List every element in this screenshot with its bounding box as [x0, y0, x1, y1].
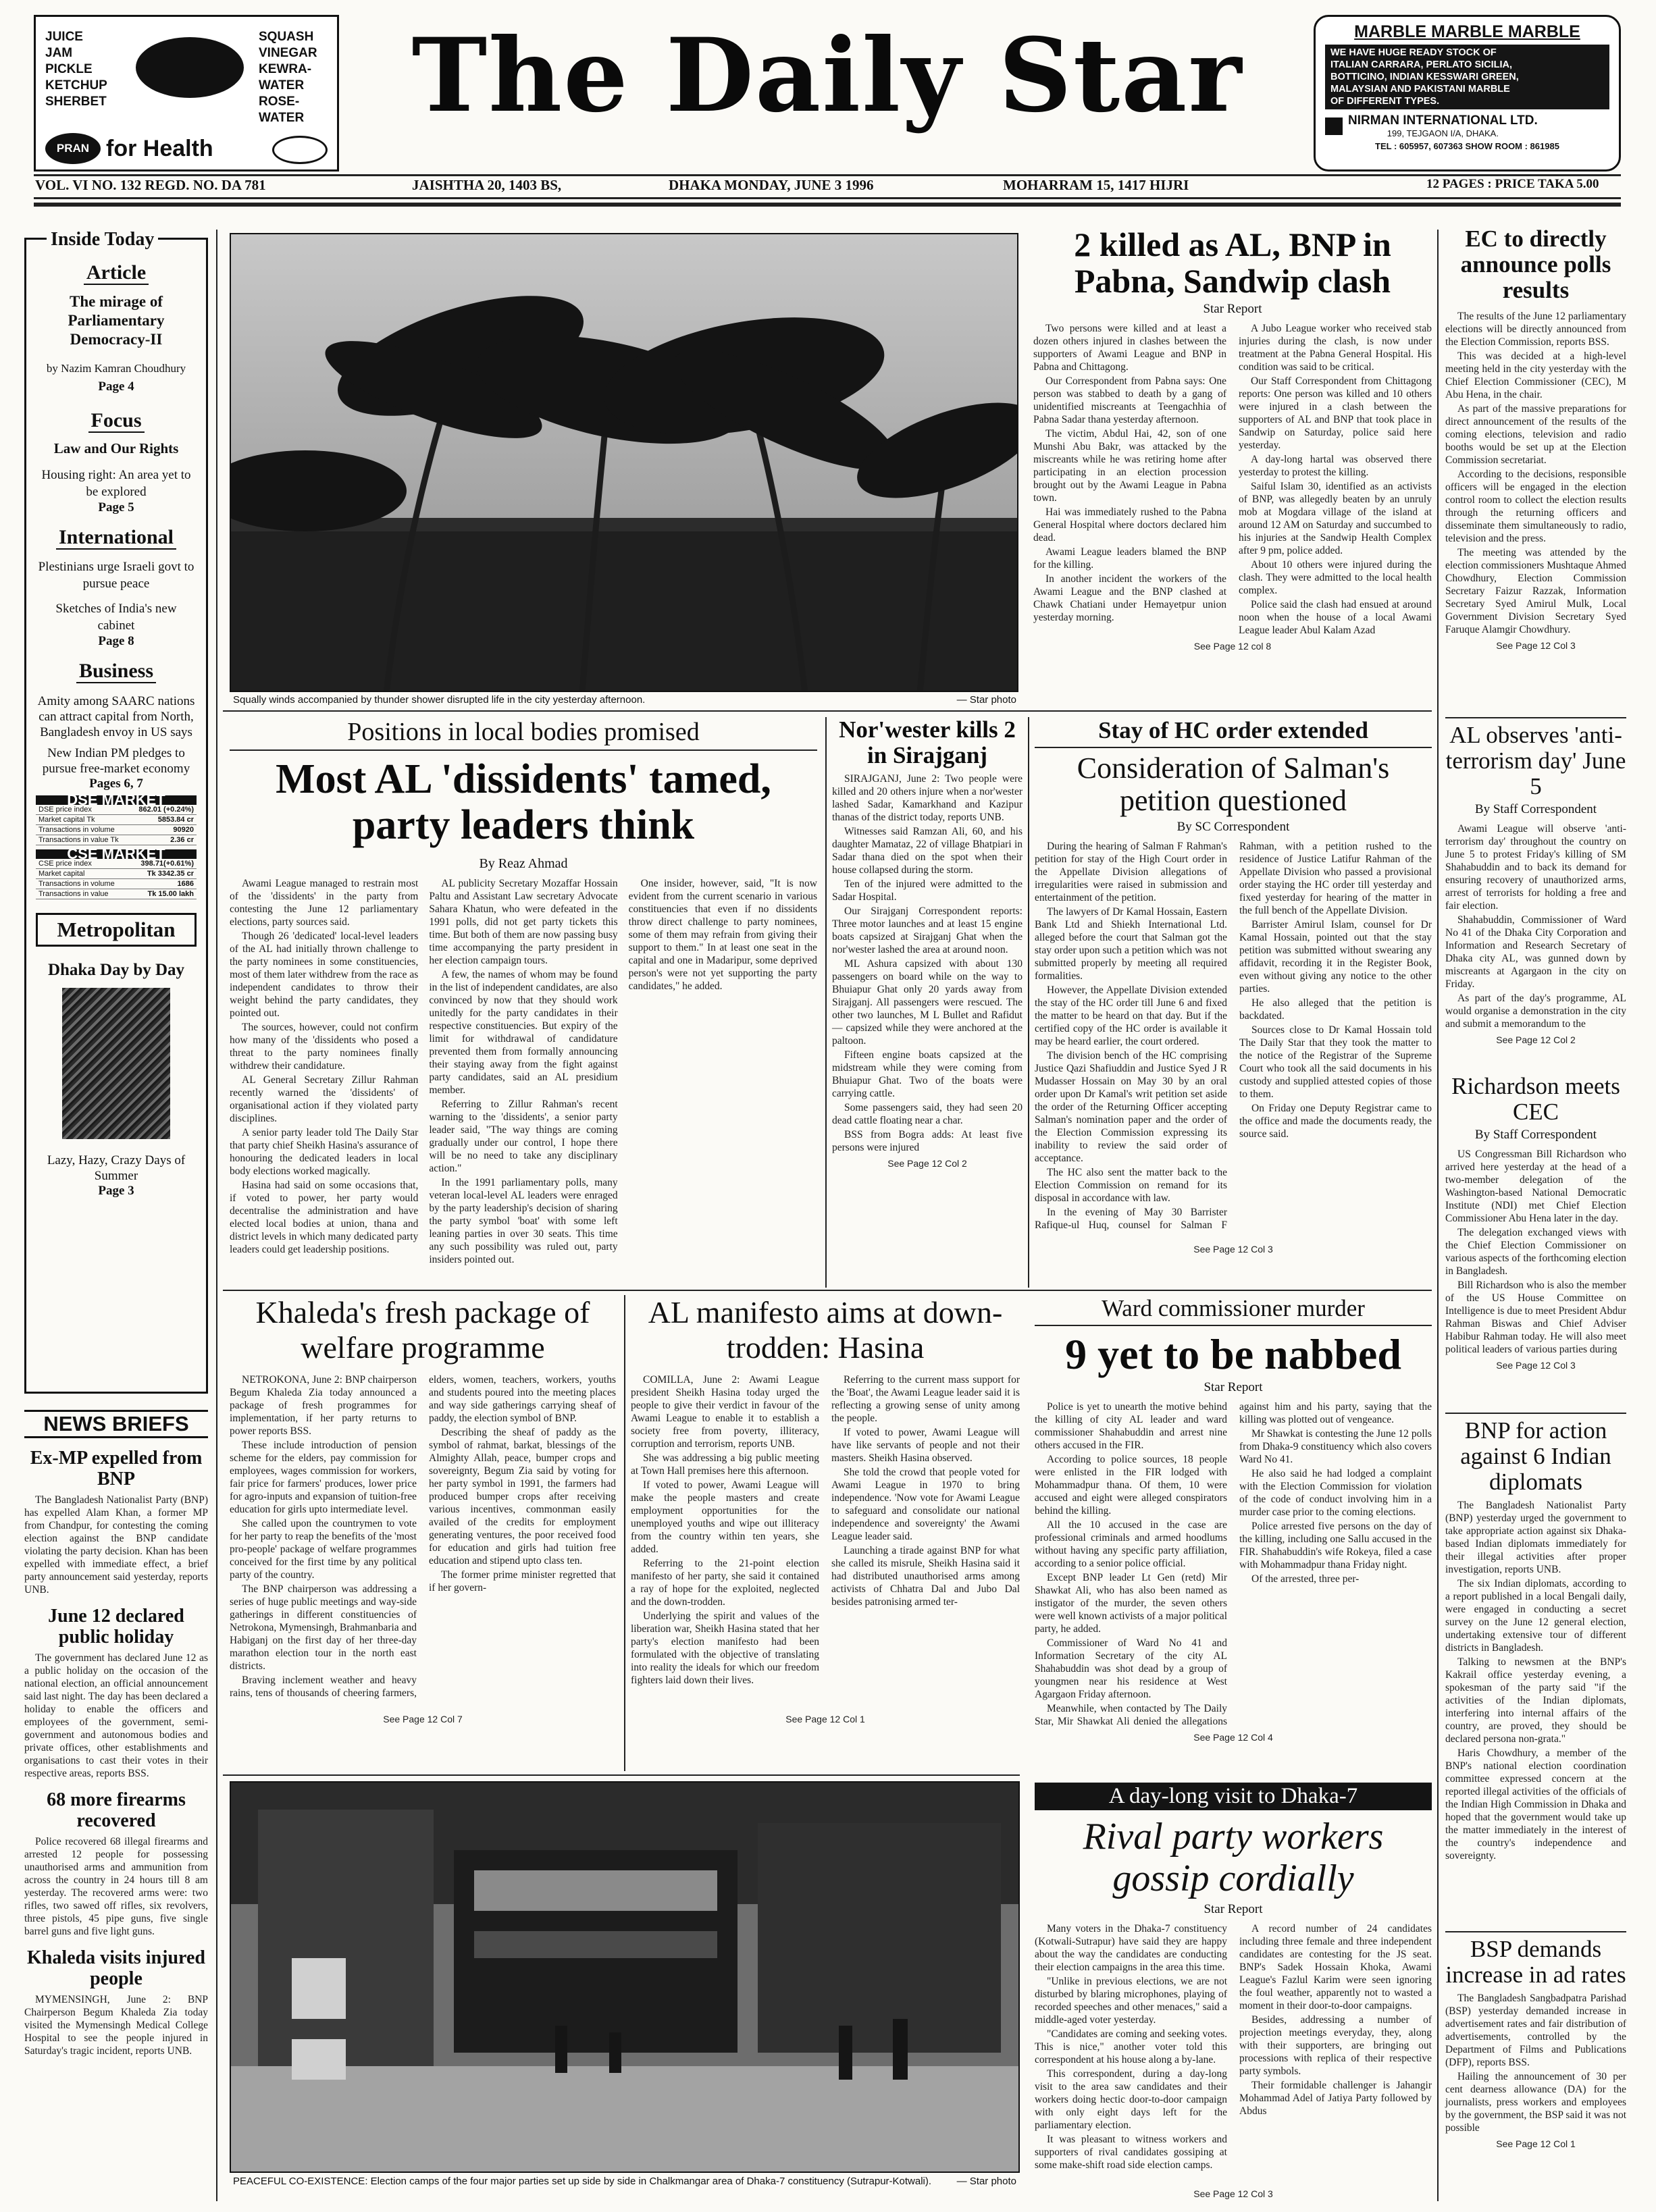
- story-ec: [1445, 226, 1626, 651]
- pran-item: SQUASH: [259, 30, 314, 44]
- story-body: SIRAJGANJ, June 2: Two people were killed and 20 others injure when a nor'wester lashed Sadar, Kamarkhand and Kazipur thanas of the district today, reports UNB. Witnesses said Ramzan Ali, 60, and his daughter Mamataz, 22 of village Bhatpiari in Sadar thana died on the spot when their house collapsed during the storm. Ten of the injured were admitted to the Sadar Hospital. Our Sirajganj Correspondent reports: Three motor launches and at least 15 engine boats capsized at Sirajganj Ghat when the nor'wester lashed the area at around noon. ML Ashura capsized with about 130 passengers on board while on the way to Bhuiapur Ghat only 20 yards away from Sirajganj. All passengers were rescued. The other two launches, M L Bullet and Rafidut — capsized while they were anchored at the paltoon. Fifteen engine boats capsized at the midstream while they were coming from Bhuiapur Ghat. Two of the boats were carrying cattle. Some passengers said, they had seen 20 dead cattle floating near a char. BSS from Bogra adds: At least five persons were injured: [832, 773, 1023, 1153]
- pran-item: ROSE-: [259, 95, 300, 109]
- story-body: The results of the June 12 parliamentary elections will be directly announced from the Election Commission, reports BSS. This was decided at a high-level meeting held in the city yesterday with the Chief Election Commissioner (CEC), M Abu Hena, in the chair. As part of the massive preparations for direct announcement of the results of the coming elections, television and radio booths would be set up at the Election Commission secretariat. According to the decisions, responsible officers will be engaged in the election control room to collect the election results through the returning officers and disseminate them simultaneously to radio, television and the press. The meeting was attended by the election commissioners Mushtaque Ahmed Chowdhury, Election Commission Secretary Faizur Razzak, Information Secretary Syed Amirul Mulk, Local Government Division Secretary Syed Faruque Alamgir Chowdhury.: [1445, 311, 1626, 635]
- story-body: The Bangladesh Sangbadpatra Parishad (BSP) yesterday demanded increase in advertisement rates and fair distribution of advertisements, controlled by the Department of Films and Publications (DFP), reports BSS. Hailing the announcement of 30 per cent dearness allowance (DA) for the journalists, press workers and employees by the government, the BSP said it was not possible: [1445, 1993, 1626, 2134]
- story-bnp-action: [1445, 1413, 1626, 1864]
- story-kicker: Ward commissioner murder: [1102, 1295, 1365, 1321]
- brief-headline[interactable]: June 12 declared public holiday: [48, 1606, 184, 1648]
- focus-page: Page 5: [98, 500, 134, 515]
- market-row: Transactions in volume 1686: [36, 879, 197, 889]
- business-page: Pages 6, 7: [89, 776, 143, 791]
- story-headline[interactable]: EC to directly announce polls results: [1460, 226, 1611, 303]
- story-rival: [1035, 1783, 1432, 2199]
- business-item[interactable]: New Indian PM pledges to pursue free-market economy: [42, 746, 190, 776]
- ad-company-row: [1325, 113, 1609, 138]
- metro-caption: Lazy, Hazy, Crazy Days of Summer: [47, 1153, 186, 1183]
- metro-page: Page 3: [98, 1184, 134, 1198]
- news-briefs-label: NEWS BRIEFS: [24, 1410, 208, 1438]
- brief-headline[interactable]: Ex-MP expelled from BNP: [30, 1448, 203, 1490]
- storm-photo-caption: [233, 694, 1016, 706]
- article-page: Page 4: [98, 379, 134, 394]
- continued-link[interactable]: See Page 12 Col 1: [785, 1714, 865, 1724]
- brief-text: The government has declared June 12 as a public holiday on the occasion of the national election, an official announcement said last night. The day has been declared a holiday to enable the officers and employees of the government, semi-government and autonomous bodies and private offices, other establishments and organisations to cast their votes in their respective areas, reports BSS.: [24, 1652, 208, 1779]
- ad-line: MALAYSIAN AND PAKISTANI MARBLE: [1330, 84, 1510, 95]
- nirman-logo-icon: [1325, 117, 1343, 135]
- market-row: DSE price index 862.01 (+0.24%): [36, 805, 197, 815]
- newspaper-title: The Daily Star: [411, 16, 1243, 135]
- section-metropolitan[interactable]: Metropolitan: [36, 913, 197, 947]
- continued-link[interactable]: See Page 12 Col 3: [1496, 640, 1576, 651]
- dse-market: [36, 791, 197, 845]
- pran-item: JUICE: [45, 30, 83, 44]
- bangla-date: JAISHTHA 20, 1403 BS,: [412, 177, 562, 193]
- pran-item: WATER: [259, 111, 305, 125]
- ad-phone: TEL : 605957, 607363 SHOW ROOM : 861985: [1375, 141, 1559, 151]
- ad-company: NIRMAN INTERNATIONAL LTD.: [1348, 113, 1538, 128]
- story-body: Awami League managed to restrain most of the 'dissidents' in the party from contesting the June 12 parliamentary elections, party sources said. Though 26 'dedicated' local-level leaders of the AL had initially thrown challenge to the party nominees in some constituencies, most of them later withdrew from the race as independent candidates to throw their weight behind the party candidates, they pointed out. The sources, however, could not confirm how many of the 'dissidents who posed a threat to the party nominees finally withdrew their candidature. AL General Secretary Zillur Rahman recently warned the 'dissidents' of organisational action if they violated party disciplines. A senior party leader told The Daily Star that party chief Sheikh Hasina's assurance of honouring the dedicated leaders in local body elections worked magically. Hasina had said on some occasions that, if voted to power, her party would decentralise the administration and have elected local bodies at union, thana and district levels in which many dedicated party leaders could get leadership positions. AL publicity Secretary Mozaffar Hossain Paltu and Assistant Law secretary Advocate Sahara Khatun, who were defeated in the 1991 polls, did not get party tickets this time. But both of them are now passing busy time accompanying the party president in her election campaign tours. A few, the names of whom may be found in the list of independent candidates, are also convinced by now that they should work unitedly for the party candidates in their respective constituencies. But expiry of the limit for withdrawal of candidature prevented them from formally announcing their staying away from the fight against party candidates, said an AL presidium member. Referring to Zillur Rahman's recent warning to the 'dissidents', a senior party leader said, "The way things are coming gradually under our control, I hope there will be no need to take any disciplinary action." In the 1991 parliamentary polls, many veteran local-level AL leaders were enraged by the party leadership's decision of sharing the party symbol 'boat' with some left leaning parties in over 30 seats. This time any such possibility was ruled out, party insiders pointed out. One insider, however, said, "It is now evident from the current scenario in various constituencies that even if no dissidents throw direct challenge to party nominees, some of them may refrain from giving their support to them." In at least one seat in the capital and one in Madaripur, some deprived person's were not yet supporting the party candidates," he added.: [230, 878, 817, 1265]
- story-byline: By SC Correspondent: [1176, 820, 1290, 834]
- market-row: Market capital Tk 3342.35 cr: [36, 869, 197, 879]
- marble-ad-body: [1325, 45, 1609, 109]
- pran-item: KEWRA-: [259, 62, 312, 76]
- story-body: COMILLA, June 2: Awami League president Sheikh Hasina today urged the people to give their verdict in favour of the Awami League to enable it to establish a society free from poverty, illiteracy, corruption and terrorism, reports UNB. She was addressing a big public meeting at Town Hall premises here this afternoon. If voted to power, Awami League will make the people masters and create employment opportunities for the unemployed youths and wipe out illiteracy from the country within ten years, she added. Referring to the 21-point election manifesto of her party, she said it contained a ray of hope for the exploited, neglected and the down-trodden. Underlying the spirit and values of the liberation war, Sheikh Hasina stated that her party's election manifesto had been formulated with the objective of translating into reality the ideals for which our freedom fighters laid down their lives. Referring to the current mass support for the 'Boat', the Awami League leader said it is reflecting a growing sense of unity among the people. If voted to power, Awami League will have like servants of people and not their masters. Sheikh Hasina observed. She told the crowd that people voted for Awami League in 1970 to bring independence. 'Now vote for Awami League to safeguard and consolidate our national independence and sovereignty' the Awami League leader said. Launching a tirade against BNP for what she called its misrule, Sheikh Hasina said it had distributed unauthorised arms among activists of Chhatra Dal and Jubo Dal besides patronising armed ter-: [631, 1374, 1020, 1686]
- business-item[interactable]: Amity among SAARC nations can attract capital from North, Bangladesh envoy in US says: [37, 694, 195, 739]
- election-camps-caption: [233, 2176, 1016, 2187]
- section-international[interactable]: International: [36, 526, 197, 549]
- focus-title[interactable]: Law and Our Rights: [53, 440, 179, 456]
- pran-products-left: [45, 29, 107, 110]
- section-business[interactable]: Business: [36, 660, 197, 683]
- issue-date: DHAKA MONDAY, JUNE 3 1996: [669, 177, 874, 193]
- story-headline[interactable]: Richardson meets CEC: [1451, 1073, 1620, 1125]
- story-headline[interactable]: BSP demands increase in ad rates: [1445, 1936, 1626, 1988]
- story-al-observes: [1445, 717, 1626, 1045]
- story-byline: By Staff Correspondent: [1474, 1128, 1597, 1142]
- pran-item: SHERBET: [45, 95, 107, 109]
- ad-line: ITALIAN CARRARA, PERLATO SICILIA,: [1330, 59, 1513, 70]
- section-article[interactable]: Article: [36, 261, 197, 284]
- story-body: During the hearing of Salman F Rahman's petition for stay of the High Court order in the Appellate Division allegations of irregularities were raised in submission and entertainment of the petition. The lawyers of Dr Kamal Hossain, Eastern Bank Ltd and Shiekh International Ltd. alleged before the court that Salman got the stay order upon such a petition which was not submitted properly by meeting all required formalities. However, the Appellate Division extended the stay of the HC order till June 6 and fixed the matter to be heard on that day. But if the certified copy of the HC order is available it may be heard earlier, the court ordered. The division bench of the HC comprising Justice Qazi Shafiuddin and Justice Syed J R Mudasser Hossain on May 30 by an oral order upon Dr Kamal's writ petition set aside the order of the Returning Officer accepting Salman's nomination paper and the order of the Election Commission expressing its inability to review the said order of acceptance. The HC also sent the matter back to the Election Commission on remand for its disposal in accordance with law. In the evening of May 30 Barrister Rafique-ul Huq, counsel for Salman F Rahman, with a petition rushed to the residence of Justice Latifur Rahman of the Appellate Division who passed a provisional order staying the HC order till yesterday and fixed yesterday for hearing of the matter in the full bench of the Appellate Division. Barrister Amirul Islam, counsel for Dr Kamal Hossain, pointed out that the stay petition was submitted without swearing any affidavit, recording it in the Register Book, even without giving any notice to the other parties. He also alleged that the petition is backdated. Sources close to Dr Kamal Hossain told The Daily Star that they took the matter to the notice of the Registrar of the Supreme Court who took all the said documents in his custody and supplied attested copies of those to them. On Friday one Deputy Registrar came to the office and made the documents ready, the source said.: [1035, 841, 1432, 1231]
- story-body: US Congressman Bill Richardson who arrived here yesterday at the head of a two-member delegation of the Washington-based National Democratic Institute (NDI) met Chief Election Commissioner Abu Hena later in the day. The delegation exchanged views with the Chief Election Commissioner on various aspects of the forthcoming election in Bangladesh. Bill Richardson who is also the member of the US House Committee on Intelligence is due to meet President Abdur Rahman Biswas and Chief Adviser Habibur Rahman today. He will also meet political leaders of various parties during: [1445, 1149, 1626, 1355]
- pran-products-right: [259, 29, 317, 126]
- metro-photo: [62, 988, 170, 1139]
- dse-market-title: DSE MARKET: [36, 795, 197, 805]
- price: 12 PAGES : PRICE TAKA 5.00: [1426, 177, 1599, 191]
- article-title[interactable]: The mirage of Parliamentary Democracy-II: [68, 293, 165, 348]
- focus-item[interactable]: Housing right: An area yet to be explored: [41, 468, 191, 499]
- story-headline[interactable]: Rival party workers gossip cordially: [1083, 1816, 1384, 1899]
- photo-credit: — Star photo: [956, 2176, 1016, 2187]
- pran-tagline: for Health: [106, 136, 213, 161]
- continued-link[interactable]: See Page 12 Col 2: [1496, 1034, 1576, 1045]
- continued-link[interactable]: See Page 12 Col 3: [1496, 1360, 1576, 1371]
- story-headline[interactable]: Nor'wester kills 2 in Sirajganj: [839, 716, 1016, 768]
- marble-ad-title: MARBLE MARBLE MARBLE: [1354, 22, 1580, 41]
- story-byline: By Staff Correspondent: [1474, 802, 1597, 816]
- market-row: CSE price index 398.71(+0.61%): [36, 859, 197, 869]
- caption-text: Squally winds accompanied by thunder shower disrupted life in the city yesterday afternoon.: [233, 694, 646, 706]
- brief-headline[interactable]: Khaleda visits injured people: [27, 1947, 205, 1989]
- international-page: Page 8: [98, 634, 134, 648]
- story-ward: [1035, 1295, 1432, 1743]
- story-headline[interactable]: Consideration of Salman's petition questioned: [1077, 752, 1390, 817]
- market-row: Transactions in value Tk 2.36 cr: [36, 835, 197, 845]
- story-kicker: Positions in local bodies promised: [347, 718, 700, 746]
- story-body: Two persons were killed and at least a dozen others injured in clashes between the supporters of Awami League and BNP in Pabna and Chittagong. Our Correspondent from Pabna says: One person was stabbed to death by a gang of unidentified miscreants at Teengachhia of Pabna Sadar thana yesterday afternoon. The victim, Abdul Hai, 42, son of one Munshi Abu Bakr, was attacked by the miscreants while he was retiring home after participating in an election procession brought out by the Awami League in Pabna town. Hai was immediately rushed to the Pabna General Hospital where doctors declared him dead. Awami League leaders blamed the BNP for the killing. In another incident the workers of the Awami League and the BNP clashed at Chawk Chatiani under Hemayetpur union yesterday morning. A Jubo League worker who received stab injuries during the clash, is now under treatment at the Pabna General Hospital. His condition was said to be critical. Our Staff Correspondent from Chittagong reports: One person was killed and 10 others were injured in a clash between the supporters of AL and BNP that took place in Sandwip on Saturday, police said here yesterday. A day-long hartal was observed there yesterday to protest the killing. Saiful Islam 30, identified as an activists of BNP, was allegedly beaten by an unruly mob at Mogdara village of the island at around 12 AM on Saturday and succumbed to his injuries at the Sandwip Health Complex after 9 pm, police added. About 10 others were injured during the clash. They were admitted to the local health complex. Police said the clash had ensued at around noon when the house of a local Awami League leader Abul Kalam Azad: [1033, 323, 1432, 636]
- story-body: The Bangladesh Nationalist Party (BNP) yesterday urged the government to take appropriate action against six Dhaka-based Indian diplomats immediately for their illegal activities after proper investigation, reports UNB. The six Indian diplomats, according to a report published in a local Bengali daily, were engaged in conducting a secret survey on the June 12 general election, undertaking extensive tour of different districts in Bangladesh. Talking to newsmen at the BNP's Kakrail office yesterday evening, a spokesman of the party said "if the activities of the Indian diplomats, interfering into internal affairs of the country, are proved, they should be declared persona non-grata." Haris Chowdhury, a member of the BNP's national election coordination committee expressed concern at the reported illegal activities of the officials of the Indian High Commission in Dhaka and hoped that the government would take up the matter immediately in the interest of the country's independence and sovereignty.: [1445, 1500, 1626, 1862]
- story-richardson: [1445, 1074, 1626, 1371]
- brief-text: The Bangladesh Nationalist Party (BNP) has expelled Alam Khan, a former MP from Chandpur, for contesting the coming election against the BNP candidate violating the party decision. Khan has been expelled with immediate effect, a brief party announcement said yesterday, reports UNB.: [24, 1494, 208, 1596]
- hijri-date: MOHARRAM 15, 1417 HIJRI: [1003, 177, 1189, 193]
- story-bsp: [1445, 1931, 1626, 2149]
- story-khaleda: [230, 1295, 616, 1724]
- pran-item: KETCHUP: [45, 78, 107, 93]
- pran-small-logo: PRAN: [45, 133, 101, 164]
- cse-market-title: CSE MARKET: [36, 849, 197, 859]
- story-headline[interactable]: BNP for action against 6 Indian diplomats: [1460, 1417, 1611, 1495]
- story-byline: Star Report: [1204, 1902, 1263, 1916]
- inside-today-box: [24, 229, 208, 1394]
- story-headline[interactable]: 9 yet to be nabbed: [1065, 1330, 1401, 1378]
- story-body: Police is yet to unearth the motive behind the killing of city AL leader and ward commissioner Shahabuddin and arrest nine others accused in the FIR. According to police sources, 18 people were enlisted in the FIR lodged with Mohammadpur thana. Of them, 10 were accused and eight were alleged conspirators behind the killing. All the 10 accused in the case are professional criminals and armed hoodlums without having any specific party affiliation, according to a senior police official. Except BNP leader Lt Gen (retd) Mir Shawkat Ali, who has also been named as instigator of the murder, the seven others were well known activists of a major political party, he added. Commissioner of Ward No 41 and Information Secretary of the city AL Shahabuddin was shot dead by a group of youngmen near his residence at West Agargaon Friday afternoon. Meanwhile, when contacted by The Daily Star, Mir Shawkat Ali denied the allegations against him and his party, saying that the killing was plotted out of vengeance. Mr Shawkat is contesting the June 12 polls from Dhaka-9 constituency which also covers Ward No 41. He also said he had lodged a complaint with the Election Commission for violation of the code of conduct involving him in a murder case prior to the coming elections. Police arrested five persons on the day of the killing, including one Sallu accused in the FIR. Shahabuddin's wife Rokeya, filed a case with Mohammadpur thana Friday night. Of the arrested, three per-: [1035, 1401, 1432, 1727]
- story-kicker: A day-long visit to Dhaka-7: [1035, 1783, 1432, 1810]
- pran-small-logo-right: [272, 136, 328, 164]
- ad-address: 199, TEJGAON I/A, DHAKA.: [1387, 128, 1499, 138]
- inside-today-label: Inside Today: [47, 229, 158, 251]
- story-byline: Star Report: [1203, 302, 1262, 316]
- international-item[interactable]: Plestinians urge Israeli govt to pursue peace: [38, 560, 195, 591]
- continued-link[interactable]: See Page 12 Col 2: [887, 1158, 967, 1169]
- pran-main-logo: [136, 37, 244, 98]
- story-body: Awami League will observe 'anti-terrorism day' throughout the country on June 5 to protest Friday's killing of SM Shahabuddin and to back its demand for ensuring recovery of unauthorized arms, arrest of terrorists for holding a free and fair election. Shahabuddin, Commissioner of Ward No 41 of the Dhaka City Corporation and Information and Research Secretary of Dhaka city AL, was gunned down by miscreants at Agargaon in the city on Friday. As part of the day's programme, AL would organise a demonstration in the city and submit a memorandum to the: [1445, 823, 1626, 1030]
- continued-link[interactable]: See Page 12 col 8: [1193, 641, 1272, 652]
- continued-link[interactable]: See Page 12 Col 4: [1193, 1732, 1273, 1743]
- photo-credit: — Star photo: [956, 694, 1016, 706]
- continued-link[interactable]: See Page 12 Col 1: [1496, 2138, 1576, 2149]
- pran-item: PICKLE: [45, 62, 93, 76]
- ad-line: WE HAVE HUGE READY STOCK OF: [1330, 47, 1497, 58]
- continued-link[interactable]: See Page 12 Col 3: [1193, 1244, 1273, 1255]
- news-briefs: [24, 1410, 208, 2057]
- brief-text: MYMENSINGH, June 2: BNP Chairperson Begum Khaleda Zia today visited the Mymensingh Medical College Hospital to see the people injured in Saturday's tragic incident, reports UNB.: [24, 1994, 208, 2057]
- section-focus[interactable]: Focus: [36, 409, 197, 432]
- story-headline[interactable]: Most AL 'dissidents' tamed, party leaders think: [276, 756, 771, 848]
- story-manifesto: [631, 1295, 1020, 1724]
- story-byline: Star Report: [1204, 1380, 1263, 1394]
- market-row: Transactions in volume 90920: [36, 825, 197, 835]
- story-body: Many voters in the Dhaka-7 constituency (Kotwali-Sutrapur) have said they are happy about the way the candidates are conducting their election campaigns in the area this time. "Unlike in previous elections, we are not disturbed by blaring microphones, playing of recorded speeches and other menaces," said a middle-aged voter yesterday. "Candidates are coming and seeking votes. This is nice," another voter told this correspondent at his house along a by-lane. This correspondent, during a day-long visit to the area saw candidates and their workers doing hectic door-to-door campaign with only eight days left for the parliamentary election. It was pleasant to witness workers and supporters of rival candidates gossiping at some make-shift road side election camps. A record number of 24 candidates including three female and three independent candidates are contesting for the JS seat. BNP's Sadek Hossain Khoka, Awami League's Fazlul Karim were seen ignoring the foul weather, apparently not to wasted a moment in their door-to-door campaigns. Besides, addressing a number of projection meetings everyday, they, along with their supporters, are bringing out processions with replica of their respective party symbols. Their formidable challenger is Jahangir Mohammad Adel of Jatiya Party followed by Abdus: [1035, 1923, 1432, 2171]
- pran-item: JAM: [45, 46, 73, 60]
- market-row: Market capital Tk 5853.84 cr: [36, 815, 197, 825]
- marble-ad[interactable]: [1314, 15, 1621, 172]
- continued-link[interactable]: See Page 12 Col 3: [1193, 2188, 1273, 2199]
- metro-title[interactable]: Dhaka Day by Day: [47, 961, 185, 979]
- story-byline: By Reaz Ahmad: [479, 856, 568, 871]
- story-headline[interactable]: AL observes 'anti-terrorism day' June 5: [1445, 722, 1626, 799]
- caption-text: PEACEFUL CO-EXISTENCE: Election camps of the four major parties set up side by side in Chalkmangar area of Dhaka-7 constituency (Sutrapur-Kotwali).: [233, 2176, 932, 2187]
- story-kicker: Stay of HC order extended: [1098, 717, 1368, 743]
- continued-link[interactable]: See Page 12 Col 7: [383, 1714, 463, 1724]
- story-dissidents: [230, 717, 817, 1275]
- cse-market: [36, 845, 197, 899]
- story-headline[interactable]: 2 killed as AL, BNP in Pabna, Sandwip clash: [1074, 226, 1391, 300]
- ad-line: BOTTICINO, INDIAN KESSWARI GREEN,: [1330, 72, 1519, 82]
- article-author: by Nazim Kamran Choudhury: [46, 362, 186, 375]
- pran-ad[interactable]: [34, 15, 339, 172]
- story-hc: [1035, 717, 1432, 1255]
- volume-number: VOL. VI NO. 132 REGD. NO. DA 781: [35, 177, 266, 193]
- international-item[interactable]: Sketches of India's new cabinet: [55, 602, 177, 633]
- pran-item: WATER: [259, 78, 305, 93]
- election-camps-photo: [230, 1781, 1020, 2173]
- pran-item: VINEGAR: [259, 46, 317, 60]
- brief-headline[interactable]: 68 more firearms recovered: [47, 1789, 186, 1831]
- storm-photo: [230, 233, 1018, 692]
- story-clash: [1033, 226, 1432, 652]
- market-row: Transactions in value Tk 15.00 lakh: [36, 889, 197, 899]
- story-norwester: [832, 717, 1023, 1169]
- brief-text: Police recovered 68 illegal firearms and arrested 12 people for possessing unauthorised arms and ammunition from across the country in 24 hours till 8 am yesterday. The recovered arms were: two rifles, two sawed off rifles, six revolvers, three pistols, 45 pipe guns, five single barrel guns and five light guns.: [24, 1836, 208, 1937]
- ad-line: OF DIFFERENT TYPES.: [1330, 96, 1440, 107]
- story-headline[interactable]: AL manifesto aims at down-trodden: Hasina: [648, 1295, 1003, 1365]
- story-body: NETROKONA, June 2: BNP chairperson Begum Khaleda Zia today announced a package of fresh programmes for implementation, if her party returns to power reports BSS. These include introduction of pension scheme for the elders, pay commission for employees, wages commission for workers, fair price for farmers' produces, lower price for agro-inputs and expansion of tuition-free education for girls upto intermediate level. She called upon the countrymen to vote for her party to reap the benefits of the 'most pro-people' package of welfare programmes conceived for the first time by any political party of the country. The BNP chairperson was addressing a series of huge public meetings and way-side gatherings in different constituencies of Netrokona, Mymensingh, Brahmanbaria and Habiganj on the first day of her three-day marathon election tour in the north east districts. Braving inclement weather and heavy rains, tens of thousands of cheering farmers, elders, women, teachers, workers, youths and students poured into the meeting places and way side gatherings carrying sheaf of paddy, the election symbol of BNP. Describing the sheaf of paddy as the symbol of rahmat, barkat, blessings of the Almighty Allah, peace, bumper crops and sovereignty, Begum Zia said by voting for her party symbol in 1991, the farmers had produced bumper crops after receiving various incentives, commonman easily availed of the credits for employment generating ventures, the poor received food for education and girls had tuition free education and stipend upto class ten. The former prime minister regretted that if her govern-: [230, 1374, 616, 1699]
- story-headline[interactable]: Khaleda's fresh package of welfare programme: [255, 1295, 590, 1365]
